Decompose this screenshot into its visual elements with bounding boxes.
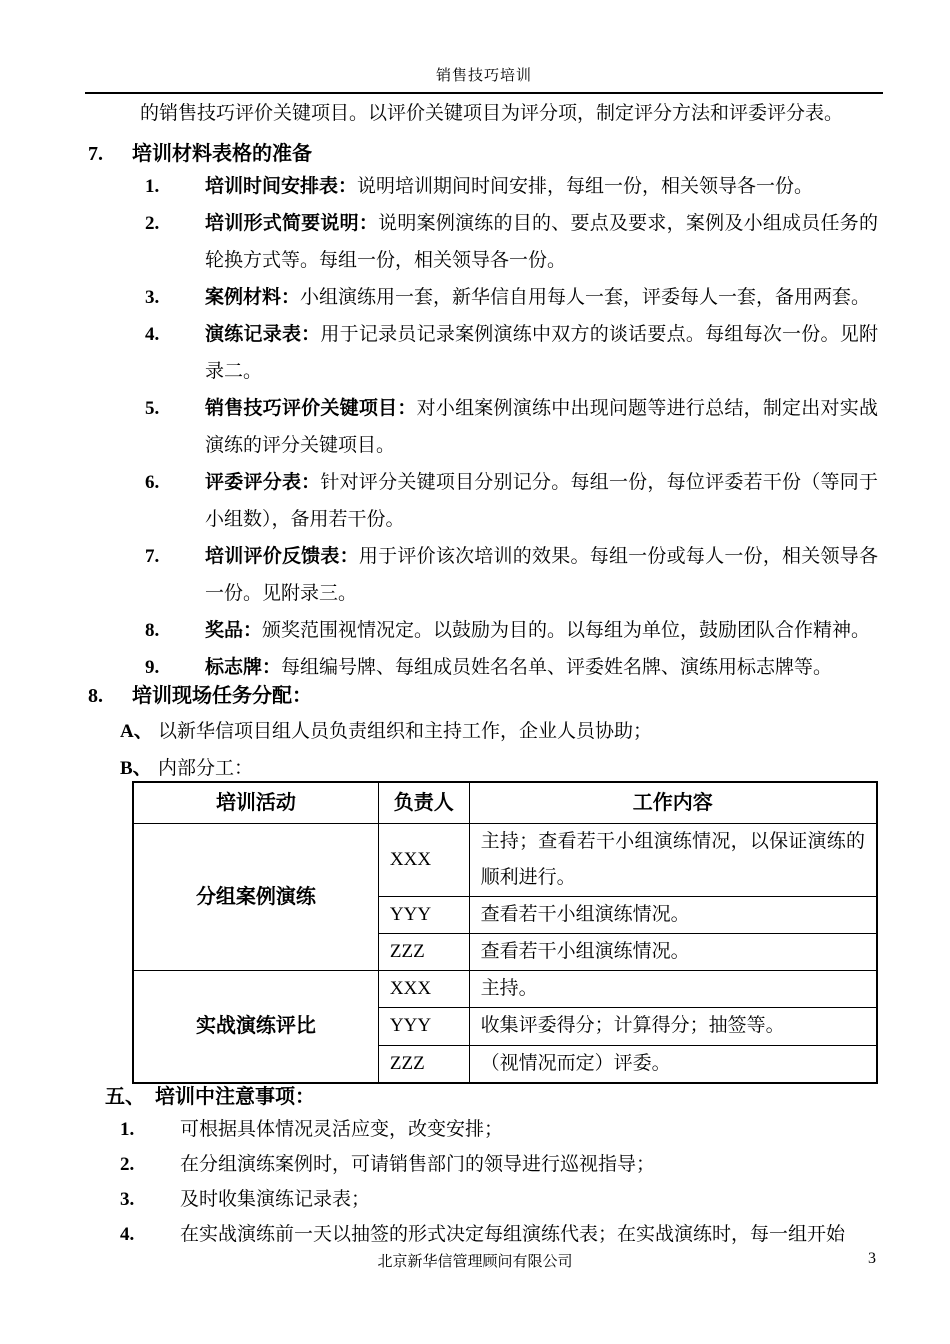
section-heading-5 <box>105 1083 315 1111</box>
section-title: 培训现场任务分配： <box>132 685 312 707</box>
item-text: 可根据具体情况灵活应变，改变安排； <box>180 1119 504 1140</box>
footer-company: 北京新华信管理顾问有限公司 <box>377 1254 573 1270</box>
item-text: 颁奖范围视情况定。以鼓励为目的。以每组为单位，鼓励团队合作精神。 <box>262 620 871 641</box>
material-list <box>145 168 878 686</box>
table-header-activity: 培训活动 <box>133 782 378 823</box>
activity-cell: 分组案例演练 <box>133 823 378 970</box>
item-text: 说明培训期间时间安排，每组一份，相关领导各一份。 <box>357 176 814 197</box>
item-text: 在分组演练案例时，可请销售部门的领导进行巡视指导； <box>180 1154 656 1175</box>
list-item <box>145 649 878 686</box>
item-text: 每组编号牌、每组成员姓名名单、评委姓名牌、演练用标志牌等。 <box>281 657 833 678</box>
list-item <box>145 316 878 390</box>
item-number: 3. <box>145 287 160 308</box>
item-label: 培训形式简要说明： <box>205 213 379 234</box>
table-header-content: 工作内容 <box>469 782 877 823</box>
person-cell: YYY <box>378 1007 469 1045</box>
list-item <box>145 612 878 649</box>
task-cell: 主持；查看若干小组演练情况，以保证演练的顺利进行。 <box>469 823 877 896</box>
subpoint-b <box>120 755 253 783</box>
person-cell: ZZZ <box>378 933 469 970</box>
table-row <box>133 823 877 896</box>
page-number: 3 <box>868 1250 876 1267</box>
item-label: 培训评价反馈表： <box>205 546 359 567</box>
page-footer <box>0 1250 950 1271</box>
section-title: 培训中注意事项： <box>155 1086 315 1108</box>
section-title: 培训材料表格的准备 <box>132 143 312 165</box>
item-label: 演练记录表： <box>205 324 321 345</box>
section-heading-7 <box>88 140 312 168</box>
assignment-table <box>132 781 878 1084</box>
section-heading-8 <box>88 682 312 710</box>
item-label: 培训时间安排表： <box>205 176 358 197</box>
item-number: 4. <box>145 324 160 345</box>
item-text: 及时收集演练记录表； <box>180 1189 371 1210</box>
task-cell: 查看若干小组演练情况。 <box>469 933 877 970</box>
item-label: 奖品： <box>205 620 263 641</box>
person-cell: XXX <box>378 823 469 896</box>
subpoint-label: A、 <box>120 721 153 742</box>
task-cell: 收集评委得分；计算得分；抽签等。 <box>469 1007 877 1045</box>
item-number: 9. <box>145 657 160 678</box>
table-header-person: 负责人 <box>378 782 469 823</box>
task-cell: 查看若干小组演练情况。 <box>469 896 877 933</box>
item-number: 4. <box>120 1224 135 1245</box>
table-row <box>133 970 877 1007</box>
note-item <box>120 1182 878 1217</box>
section-number: 五、 <box>105 1086 145 1108</box>
item-text: 在实战演练前一天以抽签的形式决定每组演练代表；在实战演练时，每一组开始 <box>180 1224 846 1245</box>
notes-list <box>120 1112 878 1252</box>
item-number: 5. <box>145 398 160 419</box>
note-item <box>120 1217 878 1252</box>
person-cell: XXX <box>378 970 469 1007</box>
note-item <box>120 1112 878 1147</box>
subpoint-text: 以新华信项目组人员负责组织和主持工作，企业人员协助； <box>158 721 653 742</box>
item-text: 小组演练用一套，新华信自用每人一套，评委每人一套，备用两套。 <box>300 287 871 308</box>
item-text: 针对评分关键项目分别记分。每组一份，每位评委若干份（等同于小组数），备用若干份。 <box>205 472 878 530</box>
list-item <box>145 279 878 316</box>
page-header <box>85 64 883 94</box>
item-number: 1. <box>120 1119 135 1140</box>
list-item <box>145 538 878 612</box>
subpoint-a <box>120 718 652 746</box>
item-label: 评委评分表： <box>205 472 321 493</box>
activity-cell: 实战演练评比 <box>133 970 378 1083</box>
list-item <box>145 464 878 538</box>
item-label: 销售技巧评价关键项目： <box>205 398 417 419</box>
section-number: 7. <box>88 143 103 165</box>
item-label: 案例材料： <box>205 287 301 308</box>
item-number: 8. <box>145 620 160 641</box>
note-item <box>120 1147 878 1182</box>
item-number: 2. <box>145 213 160 234</box>
item-label: 标志牌： <box>205 657 282 678</box>
item-text: 用于记录员记录案例演练中双方的谈话要点。每组每次一份。见附录二。 <box>205 324 878 382</box>
person-cell: YYY <box>378 896 469 933</box>
subpoint-text: 内部分工： <box>158 758 254 779</box>
subpoint-label: B、 <box>120 758 152 779</box>
item-number: 2. <box>120 1154 135 1175</box>
header-title: 销售技巧培训 <box>435 68 532 84</box>
table-header-row <box>133 782 877 823</box>
section-number: 8. <box>88 685 103 707</box>
list-item <box>145 390 878 464</box>
item-number: 6. <box>145 472 160 493</box>
item-text: 说明案例演练的目的、要点及要求，案例及小组成员任务的轮换方式等。每组一份，相关领导各一份。 <box>205 213 878 271</box>
item-number: 1. <box>145 176 160 197</box>
person-cell: ZZZ <box>378 1045 469 1083</box>
item-number: 3. <box>120 1189 135 1210</box>
item-text: 对小组案例演练中出现问题等进行总结，制定出对实战演练的评分关键项目。 <box>205 398 878 456</box>
task-cell: 主持。 <box>469 970 877 1007</box>
list-item <box>145 168 878 205</box>
item-text: 用于评价该次培训的效果。每组一份或每人一份，相关领导各一份。见附录三。 <box>205 546 878 604</box>
intro-paragraph: 的销售技巧评价关键项目。以评价关键项目为评分项，制定评分方法和评委评分表。 <box>140 103 844 124</box>
item-number: 7. <box>145 546 160 567</box>
list-item <box>145 205 878 279</box>
task-cell: （视情况而定）评委。 <box>469 1045 877 1083</box>
